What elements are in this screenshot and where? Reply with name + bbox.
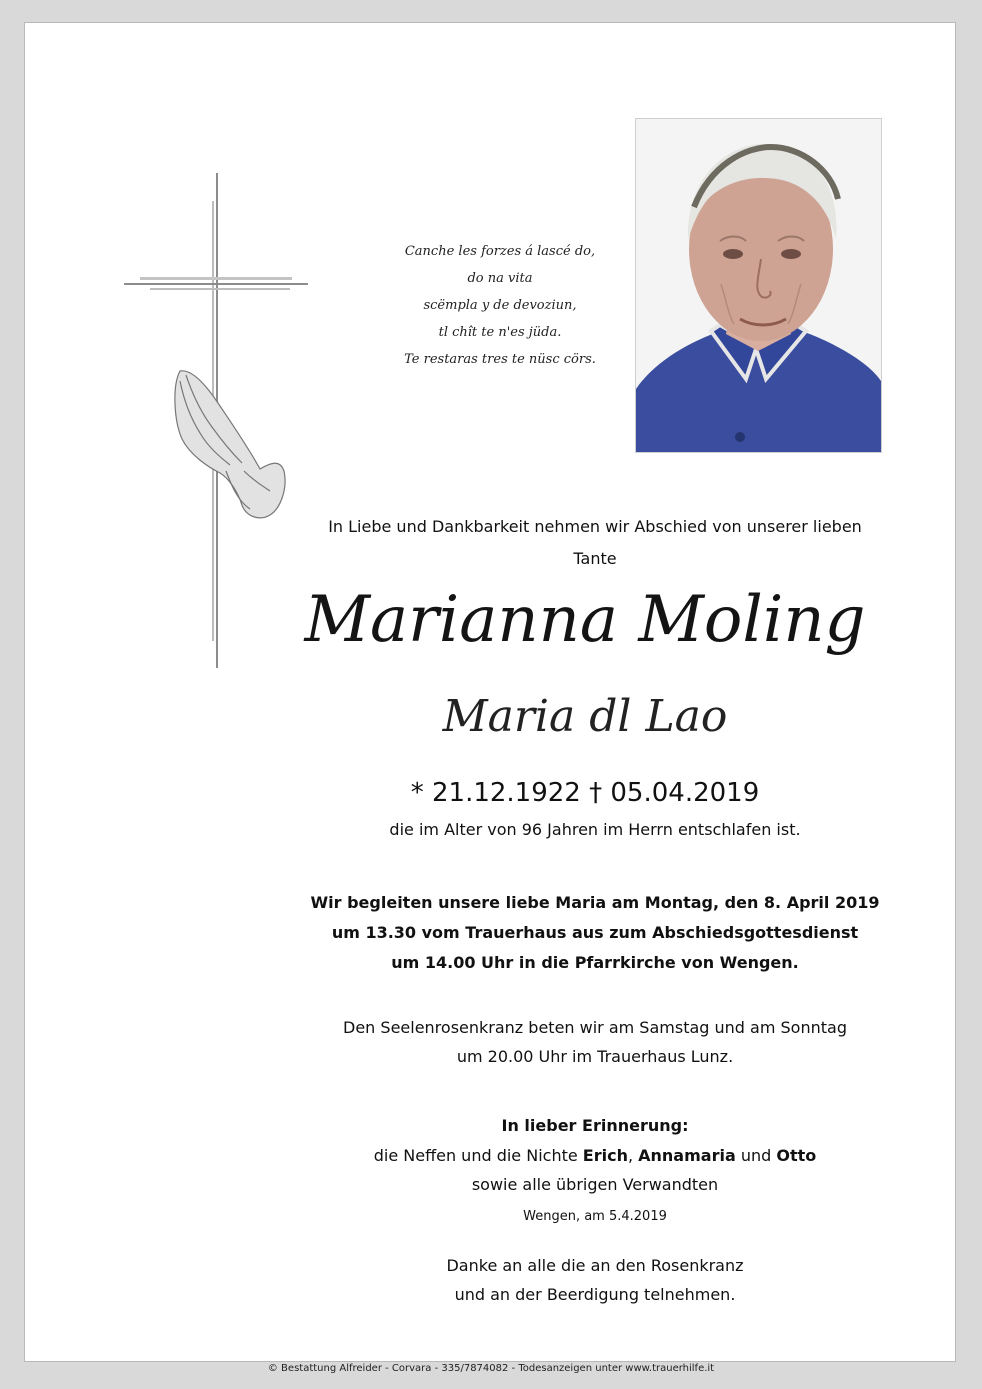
funeral-line: um 14.00 Uhr in die Pfarrkirche von Wengen. bbox=[391, 953, 799, 972]
mourners-prefix: die Neffen und die Nichte bbox=[373, 1146, 583, 1165]
funeral-details bbox=[275, 888, 915, 978]
thanks-line: und an der Beerdigung telnehmen. bbox=[454, 1285, 736, 1304]
poem-line: scëmpla y de devoziun, bbox=[423, 298, 577, 313]
separator: , bbox=[627, 1146, 639, 1165]
life-dates bbox=[325, 778, 845, 808]
place-date: Wengen, am 5.4.2019 bbox=[523, 1209, 667, 1224]
other-relatives: sowie alle übrigen Verwandten bbox=[471, 1175, 719, 1194]
funeral-line: Wir begleiten unsere liebe Maria am Montag, den 8. April 2019 bbox=[310, 893, 880, 912]
mourners-line bbox=[275, 1141, 915, 1170]
mourner-name: Otto bbox=[776, 1146, 817, 1165]
thanks-text bbox=[275, 1251, 915, 1309]
poem bbox=[355, 238, 645, 373]
funeral-line: um 13.30 vom Trauerhaus aus zum Abschiedsgottesdienst bbox=[331, 923, 859, 942]
poem-line: Canche les forzes á lascé do, bbox=[404, 244, 596, 259]
rosary-line: um 20.00 Uhr im Trauerhaus Lunz. bbox=[456, 1047, 734, 1066]
portrait-photo bbox=[635, 118, 882, 453]
mourner-name: Annamaria bbox=[638, 1146, 736, 1165]
memory-heading: In lieber Erinnerung: bbox=[501, 1116, 689, 1135]
obituary-card bbox=[24, 22, 956, 1362]
intro-text bbox=[295, 511, 895, 575]
praying-hands-icon bbox=[175, 371, 285, 518]
deceased-nickname: Maria dl Lao bbox=[442, 691, 728, 742]
death-date: † 05.04.2019 bbox=[589, 778, 760, 808]
poem-line: Te restaras tres te nüsc cörs. bbox=[404, 352, 596, 367]
intro-line: In Liebe und Dankbarkeit nehmen wir Abschied von unserer lieben bbox=[328, 517, 862, 536]
poem-line: tl chît te n'es jüda. bbox=[438, 325, 562, 340]
deceased-name: Marianna Moling bbox=[304, 583, 866, 657]
separator: und bbox=[735, 1146, 777, 1165]
poem-line: do na vita bbox=[467, 271, 533, 286]
relation-label: Tante bbox=[573, 549, 617, 568]
rosary-line: Den Seelenrosenkranz beten wir am Samstag und am Sonntag bbox=[343, 1018, 847, 1037]
mourners-section bbox=[275, 1111, 915, 1199]
rosary-details bbox=[275, 1013, 915, 1071]
mourner-name: Erich bbox=[582, 1146, 628, 1165]
age-statement: die im Alter von 96 Jahren im Herrn entschlafen ist. bbox=[389, 820, 801, 839]
birth-date: * 21.12.1922 bbox=[410, 778, 581, 808]
footer-credit: © Bestattung Alfreider - Corvara - 335/7874082 - Todesanzeigen unter www.trauerhilfe.it bbox=[267, 1363, 715, 1374]
thanks-line: Danke an alle die an den Rosenkranz bbox=[446, 1256, 744, 1275]
